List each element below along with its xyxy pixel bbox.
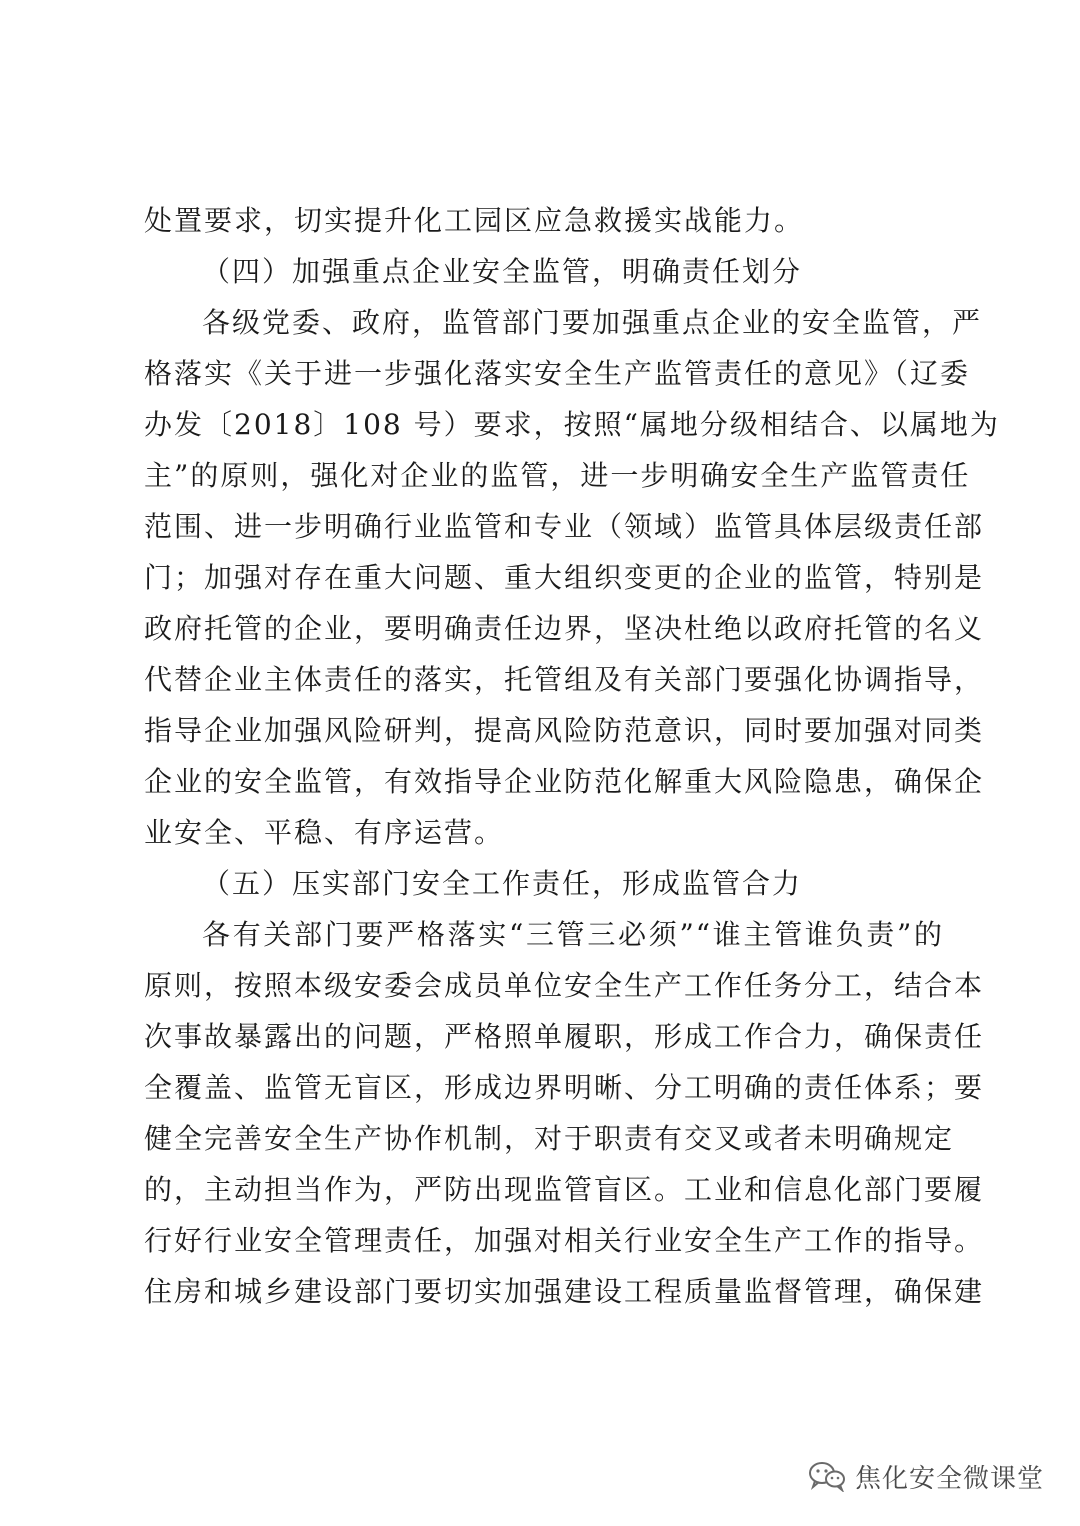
paragraph-line: 次事故暴露出的问题，严格照单履职，形成工作合力，确保责任 xyxy=(144,1020,985,1053)
paragraph-line: 全覆盖、监管无盲区，形成边界明晰、分工明确的责任体系；要 xyxy=(144,1071,985,1104)
section-heading-5: （五）压实部门安全工作责任，形成监管合力 xyxy=(202,867,803,900)
paragraph-line: 指导企业加强风险研判，提高风险防范意识，同时要加强对同类 xyxy=(144,714,985,747)
paragraph-line: 的，主动担当作为，严防出现监管盲区。工业和信息化部门要履 xyxy=(144,1173,985,1206)
paragraph-line: 门；加强对存在重大问题、重大组织变更的企业的监管，特别是 xyxy=(144,561,985,594)
paragraph-line: 办发〔2018〕108 号）要求，按照“属地分级相结合、以属地为 xyxy=(144,408,1000,441)
wechat-icon xyxy=(807,1460,847,1492)
paragraph-line: 政府托管的企业，要明确责任边界，坚决杜绝以政府托管的名义 xyxy=(144,612,985,645)
paragraph-line: 格落实《关于进一步强化落实安全生产监管责任的意见》（辽委 xyxy=(144,357,971,390)
paragraph-line: 处置要求，切实提升化工园区应急救援实战能力。 xyxy=(144,204,805,237)
paragraph-line: 原则，按照本级安委会成员单位安全生产工作任务分工，结合本 xyxy=(144,969,985,1002)
paragraph-line: 代替企业主体责任的落实，托管组及有关部门要强化协调指导， xyxy=(144,663,985,696)
paragraph-line: 主”的原则，强化对企业的监管，进一步明确安全生产监管责任 xyxy=(144,459,971,492)
paragraph-line: 各级党委、政府，监管部门要加强重点企业的安全监管，严 xyxy=(202,306,983,339)
paragraph-line: 业安全、平稳、有序运营。 xyxy=(144,816,505,849)
paragraph-line: 范围、进一步明确行业监管和专业（领域）监管具体层级责任部 xyxy=(144,510,985,543)
document-body xyxy=(144,195,1000,1317)
section-heading-4: （四）加强重点企业安全监管，明确责任划分 xyxy=(202,255,803,288)
paragraph-line: 企业的安全监管，有效指导企业防范化解重大风险隐患，确保企 xyxy=(144,765,985,798)
watermark xyxy=(807,1456,1044,1496)
watermark-text: 焦化安全微课堂 xyxy=(854,1463,1044,1494)
paragraph-line: 住房和城乡建设部门要切实加强建设工程质量监督管理，确保建 xyxy=(144,1275,985,1308)
paragraph-line: 行好行业安全管理责任，加强对相关行业安全生产工作的指导。 xyxy=(144,1224,985,1257)
paragraph-line: 健全完善安全生产协作机制，对于职责有交叉或者未明确规定 xyxy=(144,1122,955,1155)
paragraph-line: 各有关部门要严格落实“三管三必须”“谁主管谁负责”的 xyxy=(202,918,944,951)
